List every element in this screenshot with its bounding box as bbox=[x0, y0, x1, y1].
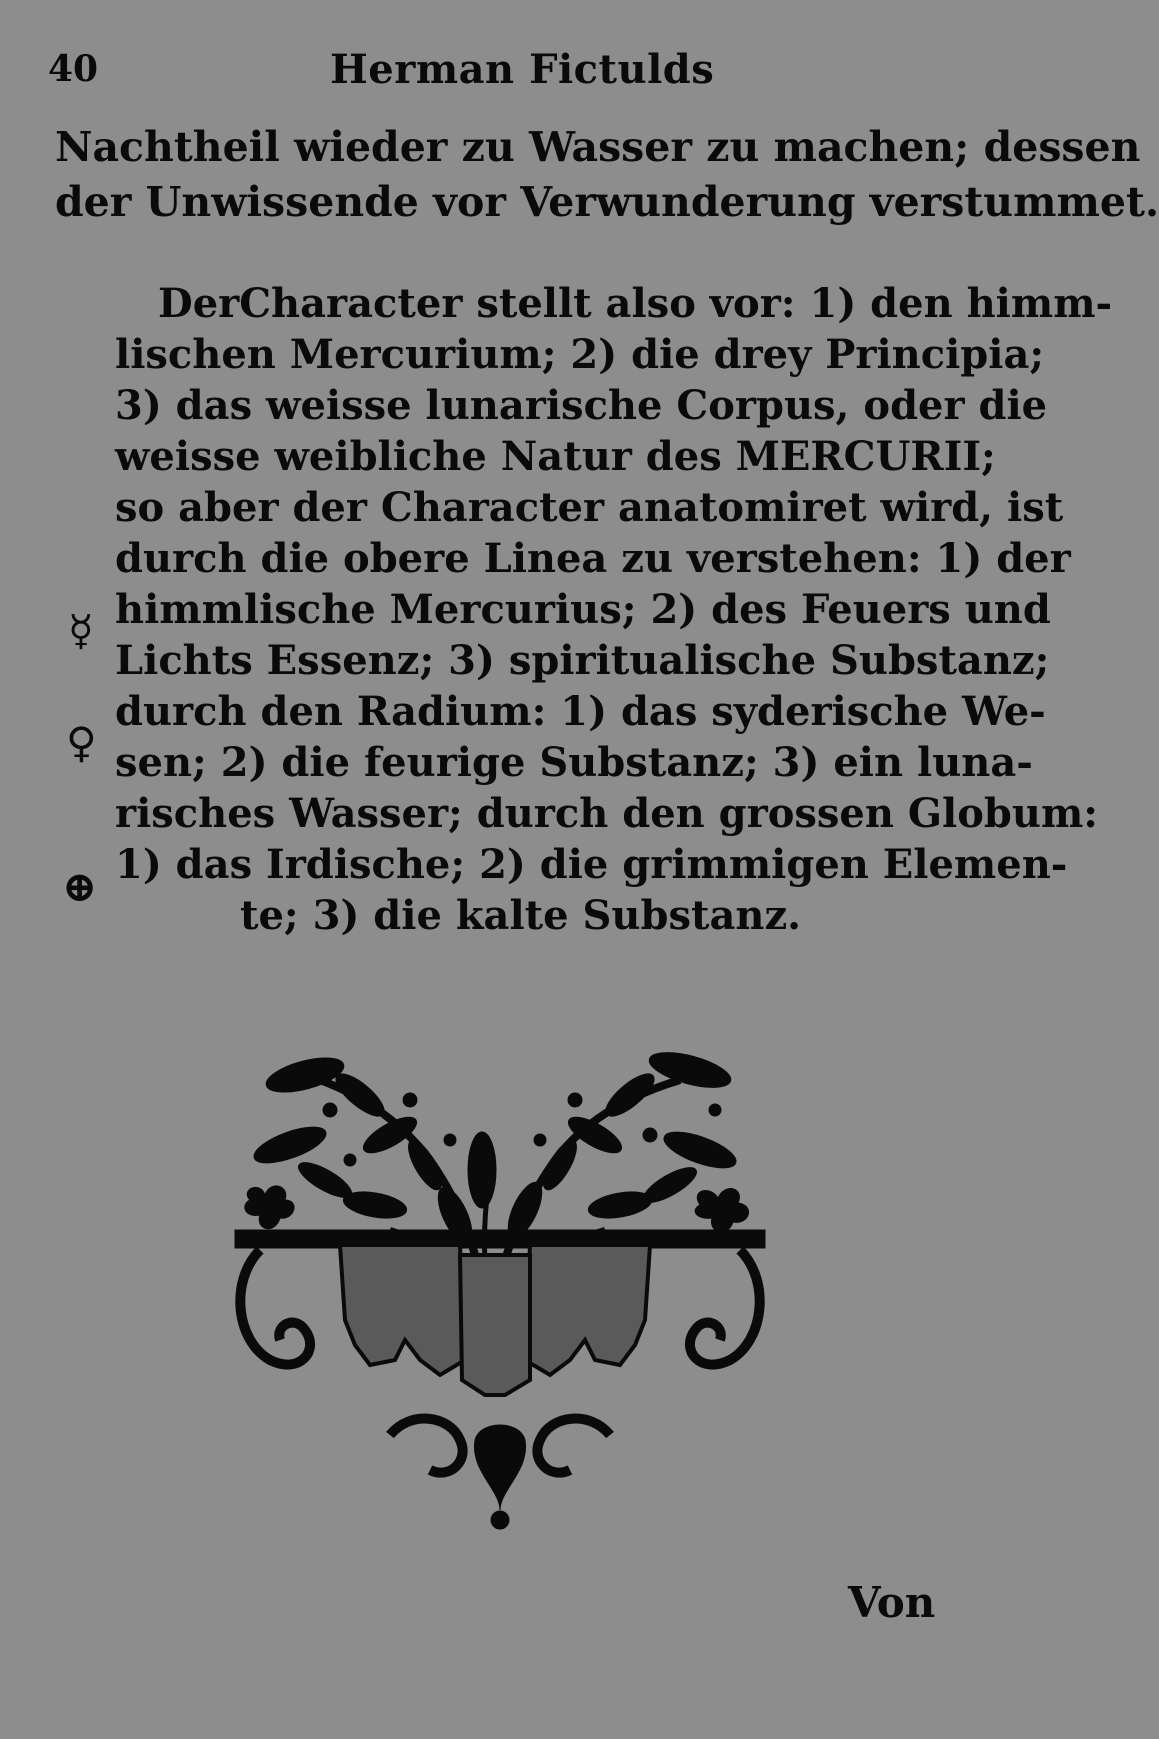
mercury-symbol-icon: ☿ bbox=[68, 606, 94, 655]
radium-symbol-icon: ♀ bbox=[66, 718, 97, 767]
text-line: DerCharacter stellt also vor: 1) den himm- bbox=[158, 280, 1113, 327]
text-line: Lichts Essenz; 3) spiritualische Substanz; bbox=[115, 637, 1050, 684]
text-line: sen; 2) die feurige Substanz; 3) ein luna- bbox=[115, 739, 1033, 786]
text-line: risches Wasser; durch den grossen Globum: bbox=[115, 790, 1099, 837]
body-paragraph bbox=[115, 278, 1113, 941]
text-line: Nachtheil wieder zu Wasser zu machen; dessen bbox=[55, 123, 1141, 171]
text-line: 3) das weisse lunarische Corpus, oder die bbox=[115, 382, 1048, 429]
text-line: 1) das Irdische; 2) die grimmigen Elemen- bbox=[115, 841, 1068, 888]
text-line: der Unwissende vor Verwunderung verstummet. bbox=[55, 178, 1159, 226]
text-line: so aber der Character anatomiret wird, ist bbox=[115, 484, 1064, 531]
text-line: durch den Radium: 1) das syderische We- bbox=[115, 688, 1046, 735]
text-line: durch die obere Linea zu verstehen: 1) der bbox=[115, 535, 1071, 582]
text-line: te; 3) die kalte Substanz. bbox=[240, 892, 802, 939]
text-line: himmlische Mercurius; 2) des Feuers und bbox=[115, 586, 1051, 633]
floral-vignette-icon bbox=[230, 1040, 770, 1550]
running-head: Herman Fictulds bbox=[330, 46, 715, 93]
catchword: Von bbox=[848, 1578, 936, 1627]
page-number: 40 bbox=[48, 48, 99, 90]
carry-over-text bbox=[55, 120, 1159, 230]
globe-symbol-icon: ⊕ bbox=[62, 862, 98, 911]
text-line: weisse weibliche Natur des MERCURII; bbox=[115, 433, 996, 480]
text-line: lischen Mercurium; 2) die drey Principia; bbox=[115, 331, 1045, 378]
